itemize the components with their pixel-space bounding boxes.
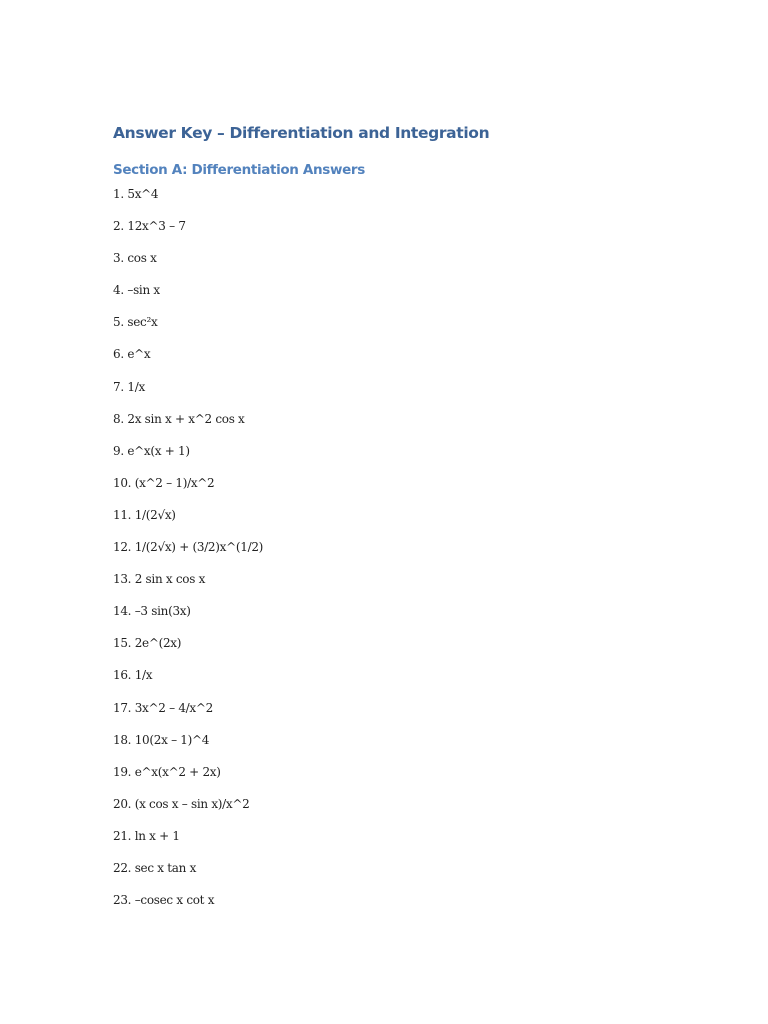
answer-item: 14. –3 sin(3x) — [113, 604, 191, 619]
section-a-heading: Section A: Differentiation Answers — [113, 162, 365, 178]
answer-item: 16. 1/x — [113, 668, 153, 683]
answer-item: 12. 1/(2√x) + (3/2)x^(1/2) — [113, 540, 264, 555]
answer-item: 20. (x cos x – sin x)/x^2 — [113, 796, 250, 811]
answer-item: 21. ln x + 1 — [113, 828, 180, 843]
answer-item: 9. e^x(x + 1) — [113, 443, 190, 458]
answer-item: 19. e^x(x^2 + 2x) — [113, 764, 221, 779]
answer-item: 2. 12x^3 – 7 — [113, 219, 186, 234]
answer-item: 1. 5x^4 — [113, 187, 159, 201]
answer-item: 11. 1/(2√x) — [113, 507, 176, 522]
answer-item: 15. 2e^(2x) — [113, 636, 182, 651]
answer-item: 8. 2x sin x + x^2 cos x — [113, 411, 245, 426]
answer-item: 5. sec²x — [113, 315, 158, 330]
answer-item: 13. 2 sin x cos x — [113, 572, 206, 587]
answer-item: 23. –cosec x cot x — [113, 893, 215, 908]
answer-item: 7. 1/x — [113, 379, 145, 394]
answer-item: 6. e^x — [113, 347, 151, 362]
answer-item: 17. 3x^2 – 4/x^2 — [113, 700, 213, 715]
answer-item: 22. sec x tan x — [113, 860, 197, 875]
answer-item: 4. –sin x — [113, 283, 160, 298]
answer-item: 10. (x^2 – 1)/x^2 — [113, 475, 215, 490]
page-title: Answer Key – Differentiation and Integration — [113, 124, 490, 142]
answer-list — [113, 185, 263, 923]
answer-item: 3. cos x — [113, 251, 157, 266]
answer-item: 18. 10(2x – 1)^4 — [113, 732, 210, 747]
